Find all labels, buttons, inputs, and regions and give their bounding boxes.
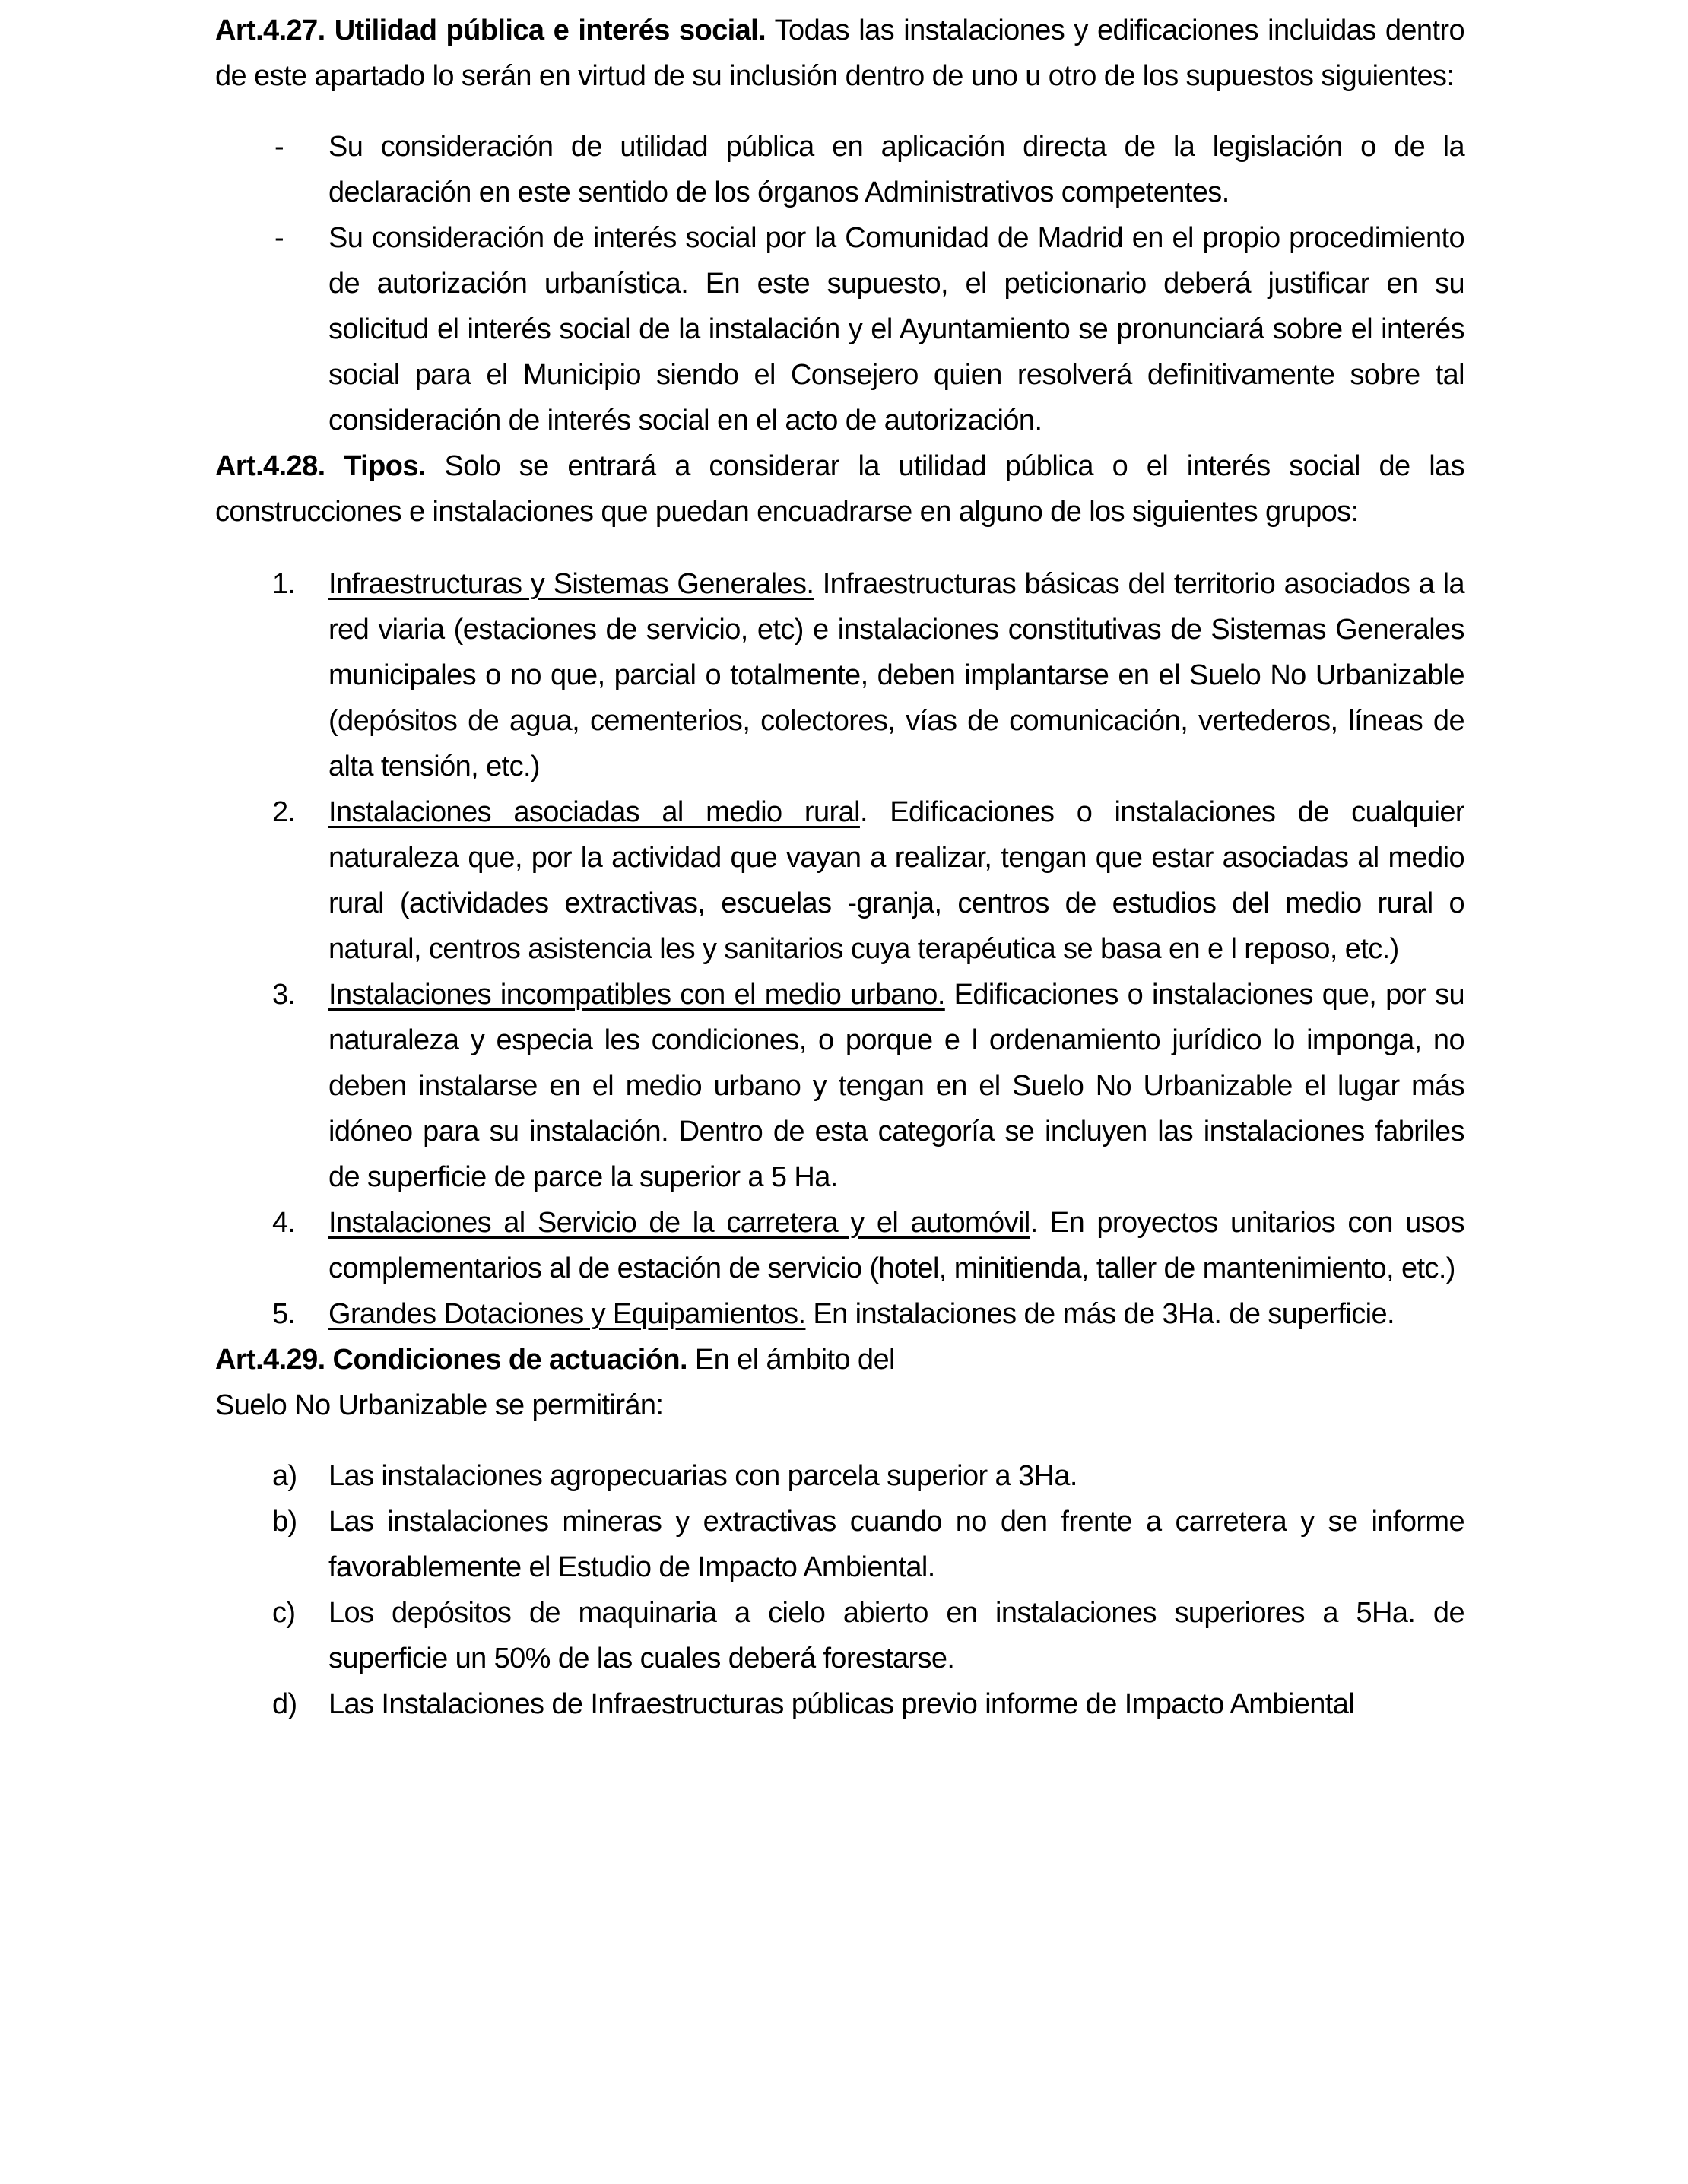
list-item [215,1590,1464,1681]
article-title: Utilidad pública e interés social. [334,14,766,46]
article-4-28-intro [215,443,1464,535]
article-intro-text: Todas las instalaciones y edificaciones incluidas dentro de este apartado lo serán en virtud de su inclusión dentro de uno u otro de los supuestos siguientes: [215,14,1464,92]
list-item [215,215,1464,443]
document-page [215,8,1464,1727]
article-intro-text: Solo se entrará a considerar la utilidad pública o el interés social de las construcciones e instalaciones que puedan encuadrarse en alguno de los siguientes grupos: [215,450,1464,528]
article-4-27-list [215,124,1464,443]
article-4-29-intro [215,1337,1464,1428]
list-item-heading-tail: . [859,796,868,828]
article-number: Art.4.29. [215,1344,325,1376]
list-item-text: En instalaciones de más de 3Ha. de superficie. [805,1298,1395,1330]
list-item [215,1453,1464,1499]
list-item [215,1499,1464,1590]
list-item-heading: Instalaciones incompatibles con el medio urbano. [328,979,945,1011]
list-item-text: Infraestructuras básicas del territorio asociados a la red viaria (estaciones de servicio, etc) e instalaciones constitutivas de Sistemas Generales municipales o no que, parcial o totalmente, deben implantarse en el Suelo No Urbanizable (depósitos de agua, cementerios, colectores, vías de comunicación, vertederos, líneas de alta tensión, etc.) [328,568,1464,782]
list-number: 1. [272,568,296,600]
article-4-28-list [215,561,1464,1337]
list-item [215,1681,1464,1727]
article-4-27-intro [215,8,1464,99]
article-title: Condiciones de actuación. [332,1344,687,1376]
list-item [215,972,1464,1200]
dash-bullet-icon: - [274,131,284,163]
list-item-heading: Grandes Dotaciones y Equipamientos. [328,1298,806,1330]
list-item [215,124,1464,215]
list-letter: c) [272,1597,296,1629]
article-intro-line-1: En el ámbito del [694,1344,895,1376]
list-item-heading: Infraestructuras y Sistemas Generales. [328,568,814,600]
list-item-text: Los depósitos de maquinaria a cielo abierto en instalaciones superiores a 5Ha. de superficie un 50% de las cuales deberá forestarse. [328,1597,1464,1675]
list-number: 3. [272,979,296,1011]
list-item-text: Las instalaciones mineras y extractivas cuando no den frente a carretera y se informe favorablemente el Estudio de Impacto Ambiental. [328,1506,1464,1583]
article-4-27 [215,8,1464,443]
list-item [215,561,1464,789]
list-letter: a) [272,1460,297,1492]
list-item-text: En proyectos unitarios con usos complementarios al de estación de servicio (hotel, minitienda, taller de mantenimiento, etc.) [328,1207,1464,1284]
list-item-text: Las instalaciones agropecuarias con parcela superior a 3Ha. [328,1460,1077,1492]
list-item-heading: Instalaciones al Servicio de la carretera y el automóvil [328,1207,1030,1239]
article-title: Tipos. [344,450,426,482]
list-item [215,789,1464,972]
list-item-text: Edificaciones o instalaciones que, por su naturaleza y especia les condiciones, o porque e l ordenamiento jurídico lo imponga, no deben instalarse en el medio urbano y tengan en el Suelo No Urbanizable el lugar más idóneo para su instalación. Dentro de esta categoría se incluyen las instalaciones fabriles de superficie de parce la superior a 5 Ha. [328,979,1464,1193]
dash-bullet-icon: - [274,222,284,254]
list-item-text: Las Instalaciones de Infraestructuras públicas previo informe de Impacto Ambiental [328,1688,1355,1720]
list-item-text: Su consideración de utilidad pública en aplicación directa de la legislación o de la declaración en este sentido de los órganos Administrativos competentes. [328,131,1464,208]
list-item-heading-tail: . [1030,1207,1038,1239]
article-4-29-list [215,1453,1464,1727]
list-item-text: Edificaciones o instalaciones de cualquier naturaleza que, por la actividad que vayan a realizar, tengan que estar asociadas al medio rural (actividades extractivas, escuelas -granja, centros de estudios del medio rural o natural, centros asistencia les y sanitarios cuya terapéutica se basa en e l reposo, etc.) [328,796,1464,965]
list-item [215,1200,1464,1291]
article-4-29 [215,1337,1464,1727]
list-letter: d) [272,1688,297,1720]
list-number: 4. [272,1207,296,1239]
list-item-text: Su consideración de interés social por la Comunidad de Madrid en el propio procedimiento de autorización urbanística. En este supuesto, el peticionario deberá justificar en su solicitud el interés social de la instalación y el Ayuntamiento se pronunciará sobre el interés social para el Municipio siendo el Consejero quien resolverá definitivamente sobre tal consideración de interés social en el acto de autorización. [328,222,1464,436]
list-item [215,1291,1464,1337]
list-item-heading: Instalaciones asociadas al medio rural [328,796,860,828]
list-letter: b) [272,1506,297,1538]
list-number: 2. [272,796,296,828]
article-intro-line-2: Suelo No Urbanizable se permitirán: [215,1389,664,1421]
article-number: Art.4.28. [215,450,325,482]
article-4-28 [215,443,1464,1337]
list-number: 5. [272,1298,296,1330]
article-number: Art.4.27. [215,14,325,46]
